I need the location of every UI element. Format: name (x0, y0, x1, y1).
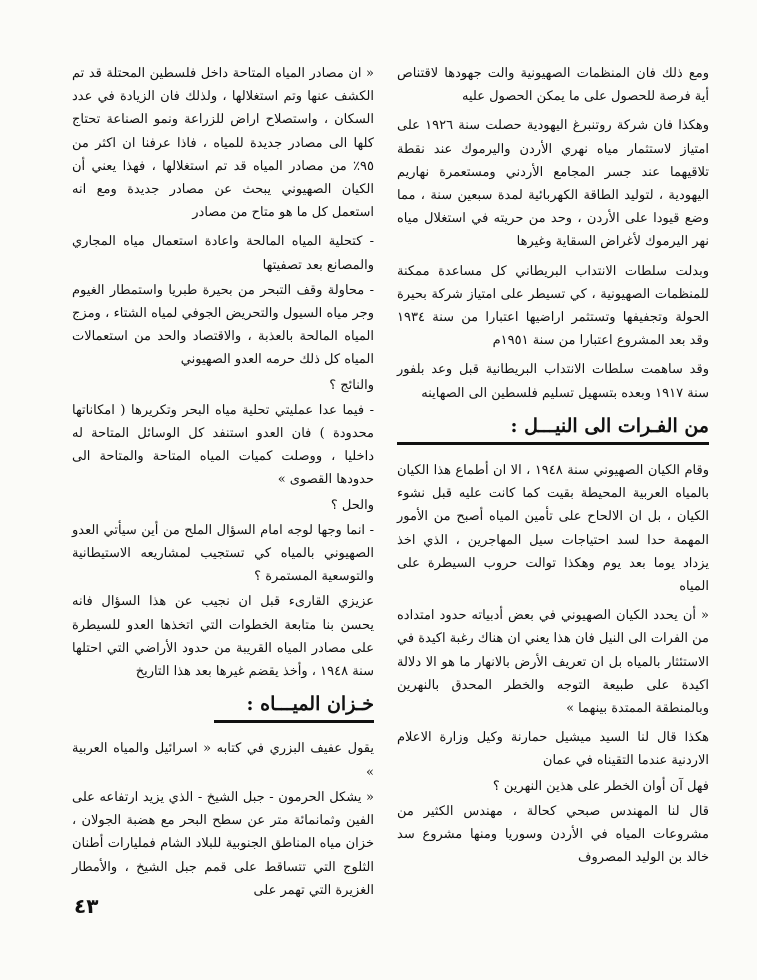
paragraph: عزيزي القارىء قبل ان نجيب عن هذا السؤال فانه يحسن بنا متابعة الخطوات التي اتخذها العدو للسيطرة على مصادر المياه القريبة من حدود الأراضي التي احتلها سنة ١٩٤٨ ، وأخذ يقضم غيرها بعد هذا التاريخ (72, 594, 374, 680)
section-heading-euphrates-nile: من الفـرات الى النيـــل : (397, 415, 709, 445)
right-column (397, 62, 709, 876)
left-column (72, 62, 374, 908)
paragraph: فهل آن أوان الخطر على هذين النهرين ؟ (492, 778, 709, 794)
paragraph: « ان مصادر المياه المتاحة داخل فلسطين المحتلة قد تم الكشف عنها وتم استغلالها ، ولذلك فان الزيادة في عدد السكان ، واستصلاح اراض للزراعة ونمو الصناعة تحتاج كلها الى مصادر جديدة للمياه ، فاذا عرفنا ان اكثر من ٩٥٪ من مصادر المياه قد تم استغلالها ، فهذا يعني أن الكيان الصهيوني يبحث عن مصادر جديدة ومع انه استعمل كل ما هو متاح من مصادر (72, 66, 374, 221)
paragraph: - محاولة وقف التبحر من بحيرة طبريا واستمطار الغيوم وجر مياه السيول والتحريض الجوفي لمياه الشتاء ، ومزج المياه المالحة بالعذبة ، والاقتصاد والحد من استعمالات المياه كل ذلك حرمه العدو الصهيوني (72, 282, 374, 368)
paragraph: « أن يحدد الكيان الصهيوني في بعض أدبياته حدود امتداده من الفرات الى النيل فان هذا يعني ان هناك رغبة اكيدة في الاستئثار بالمياه بل ان تعريف الأرض بالانهار ما هو الا دلالة اكيدة على طبيعة التوجه والخطر المحدق بالنهرين وبالمنطقة الممتدة بينهما » (397, 608, 709, 717)
paragraph: « يشكل الحرمون - جبل الشيخ - الذي يزيد ارتفاعه على الفين وثمانمائة متر عن سطح البحر مع هضبة الجولان ، خزان مياه المناطق الجنوبية للبلاد الشام فمليارات أطنان الثلوج التي تتساقط على قمم جبل الشيخ ، والأمطار الغزيرة التي تهمر على (72, 789, 374, 898)
paragraph: والحل ؟ (330, 497, 374, 513)
paragraph: - فيما عدا عمليتي تحلية مياه البحر وتكريرها ( امكاناتها محدودة ) فان العدو استنفد كل الوسائل المتاحة له داخليا ، ووصلت كميات المياه المتاحة والمتاحة الى حدودها القصوى » (72, 402, 374, 488)
paragraph: وقام الكيان الصهيوني سنة ١٩٤٨ ، الا ان أطماع هذا الكيان بالمياه العربية المحيطة بقيت كما كانت عليه قبل نشوء الكيان ، بل ان الالحاح على تأمين المياه أصبح من الأمور المهمة حدا لسد احتياجات سيل المهاجرين ، الذي اخذ يزداد يوما بعد يوم وهكذا توالت حروب السيطرة على المياه (397, 463, 709, 595)
paragraph: وهكذا فان شركة روتنبرغ اليهودية حصلت سنة ١٩٢٦ على امتياز لاستثمار مياه نهري الأردن واليرموك عند نقطة تلاقيهما عند جسر المجامع الأردني ومستعمرة نهاريم اليهودية ، لتوليد الطاقة الكهربائية لمدة سبعين سنة ، مما وضع قيودا على الأردن ، وحد من حريته في استغلال مياه نهر اليرموك لأغراض السقاية وغيرها (397, 118, 709, 250)
paragraph: وبدلت سلطات الانتداب البريطاني كل مساعدة ممكنة للمنظمات الصهيونية ، كي تسيطر على امتياز شركة بحيرة الحولة وتجفيفها وتستثمر اراضيها اعتبارا من سنة ١٩٣٤ وقد بعد المشروع اعتبارا من سنة ١٩٥١م (397, 263, 709, 349)
paragraph: والنائج ؟ (329, 377, 374, 393)
paragraph: - كتحلية المياه المالحة واعادة استعمال مياه المجاري والمصانع بعد تصفيتها (72, 234, 374, 273)
section-heading-water-reservoir: خـزان الميـــاه : (214, 693, 374, 723)
paragraph: - انما وجها لوجه امام السؤال الملح من أين سيأتي العدو الصهيوني بالمياه كي تستجيب لمشاريعه الاستيطانية والتوسعية المستمرة ؟ (72, 522, 374, 585)
paragraph: ومع ذلك فان المنظمات الصهيونية والت جهودها لاقتناص أية فرصة للحصول على ما يمكن الحصول عليه (397, 66, 709, 105)
paragraph: قال لنا المهندس صبحي كحالة ، مهندس الكثير من مشروعات المياه في الأردن وسوريا ومنها مشروع سد خالد بن الوليد المصروف (397, 803, 709, 866)
paragraph: يقول عفيف البزري في كتابه « اسرائيل والمياه العربية » (72, 741, 374, 780)
paragraph: وقد ساهمت سلطات الانتداب البريطانية قبل وعد بلفور سنة ١٩١٧ وبعده بتسهيل تسليم فلسطين الى الصهاينه (397, 362, 709, 401)
page-number: ٤٣ (74, 894, 99, 918)
paragraph: هكذا قال لنا السيد ميشيل حمارنة وكيل وزارة الاعلام الاردنية عندما التقيناه في عمان (397, 730, 709, 769)
